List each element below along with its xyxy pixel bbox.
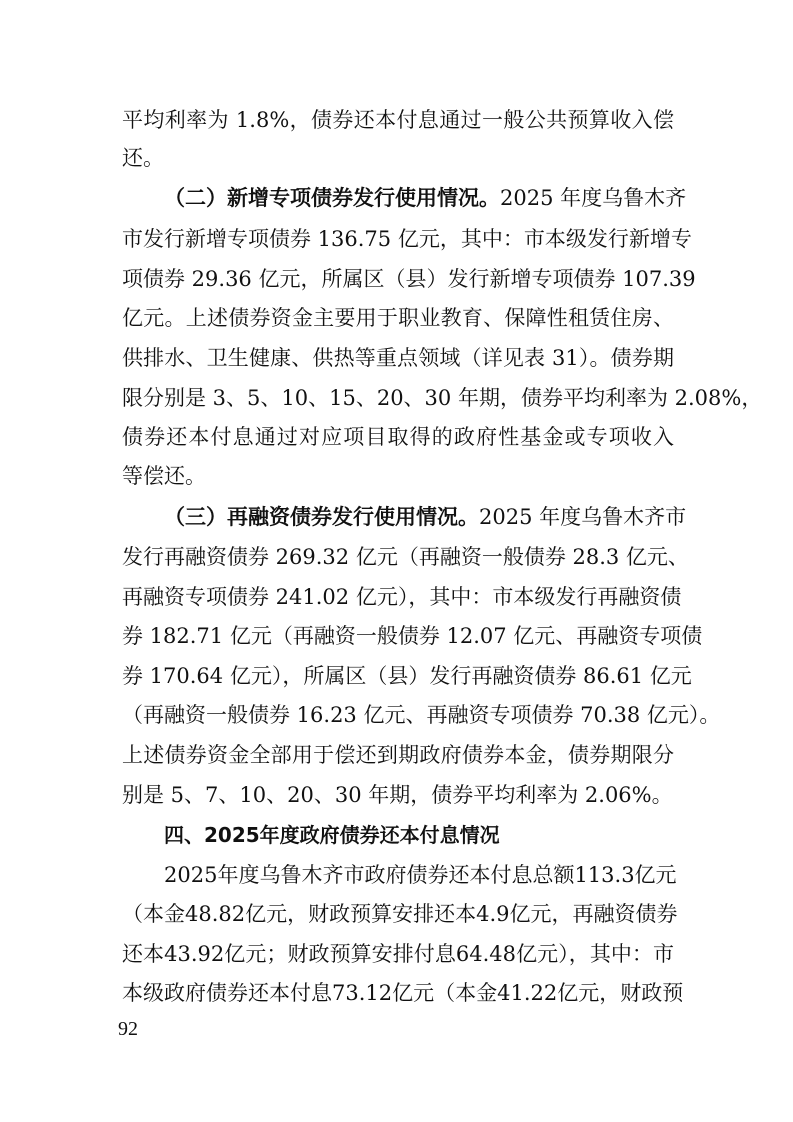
paragraph-line: 限分别是 3、5、10、15、20、30 年期，债券平均利率为 2.08%， [122,386,763,410]
section-3-title: （三）再融资债券发行使用情况。 [164,504,479,529]
paragraph-line: 市发行新增专项债券 136.75 亿元，其中：市本级发行新增专 [122,227,692,251]
section-2-first-line [164,183,687,213]
paragraph-line: 券 182.71 亿元（再融资一般债券 12.07 亿元、再融资专项债 [122,624,703,648]
paragraph-line: 债券还本付息通过对应项目取得的政府性基金或专项收入 [122,425,674,449]
section-2-title: （二）新增专项债券发行使用情况。 [164,185,500,210]
paragraph-line: 发行再融资债券 269.32 亿元（再融资一般债券 28.3 亿元、 [122,545,689,569]
paragraph-line: 供排水、卫生健康、供热等重点领域（详见表 31）。债券期 [122,346,674,370]
paragraph-line: 平均利率为 1.8%，债券还本付息通过一般公共预算收入偿 [122,108,674,132]
paragraph-line: 再融资专项债券 241.02 亿元），其中：市本级发行再融资债 [122,585,682,609]
paragraph-line: 券 170.64 亿元），所属区（县）发行再融资债券 86.61 亿元 [122,664,692,688]
paragraph-line: （再融资一般债券 16.23 亿元、再融资专项债券 70.38 亿元）。 [122,703,721,727]
section-2-first-line-text: 2025 年度乌鲁木齐 [500,186,687,210]
section-4-heading: 四、2025年度政府债券还本付息情况 [164,823,500,847]
paragraph-line: 上述债券资金全部用于偿还到期政府债券本金，债券期限分 [122,743,674,767]
page-number: 92 [118,1018,138,1040]
paragraph-line: 2025年度乌鲁木齐市政府债券还本付息总额113.3亿元 [164,863,677,887]
paragraph-line: 本级政府债券还本付息73.12亿元（本金41.22亿元，财政预 [122,981,684,1005]
paragraph-line: 还本43.92亿元；财政预算安排付息64.48亿元），其中：市 [122,942,674,966]
paragraph-line: 亿元。上述债券资金主要用于职业教育、保障性租赁住房、 [122,306,674,330]
paragraph-line: （本金48.82亿元，财政预算安排还本4.9亿元，再融资债券 [122,902,678,926]
paragraph-line: 项债券 29.36 亿元，所属区（县）发行新增专项债券 107.39 [122,267,696,291]
paragraph-line: 还。 [122,146,164,170]
paragraph-line: 等偿还。 [122,464,206,488]
section-3-first-line-text: 2025 年度乌鲁木齐市 [479,505,687,529]
section-3-first-line [164,502,687,532]
paragraph-line: 别是 5、7、10、20、30 年期，债券平均利率为 2.06%。 [122,783,673,807]
